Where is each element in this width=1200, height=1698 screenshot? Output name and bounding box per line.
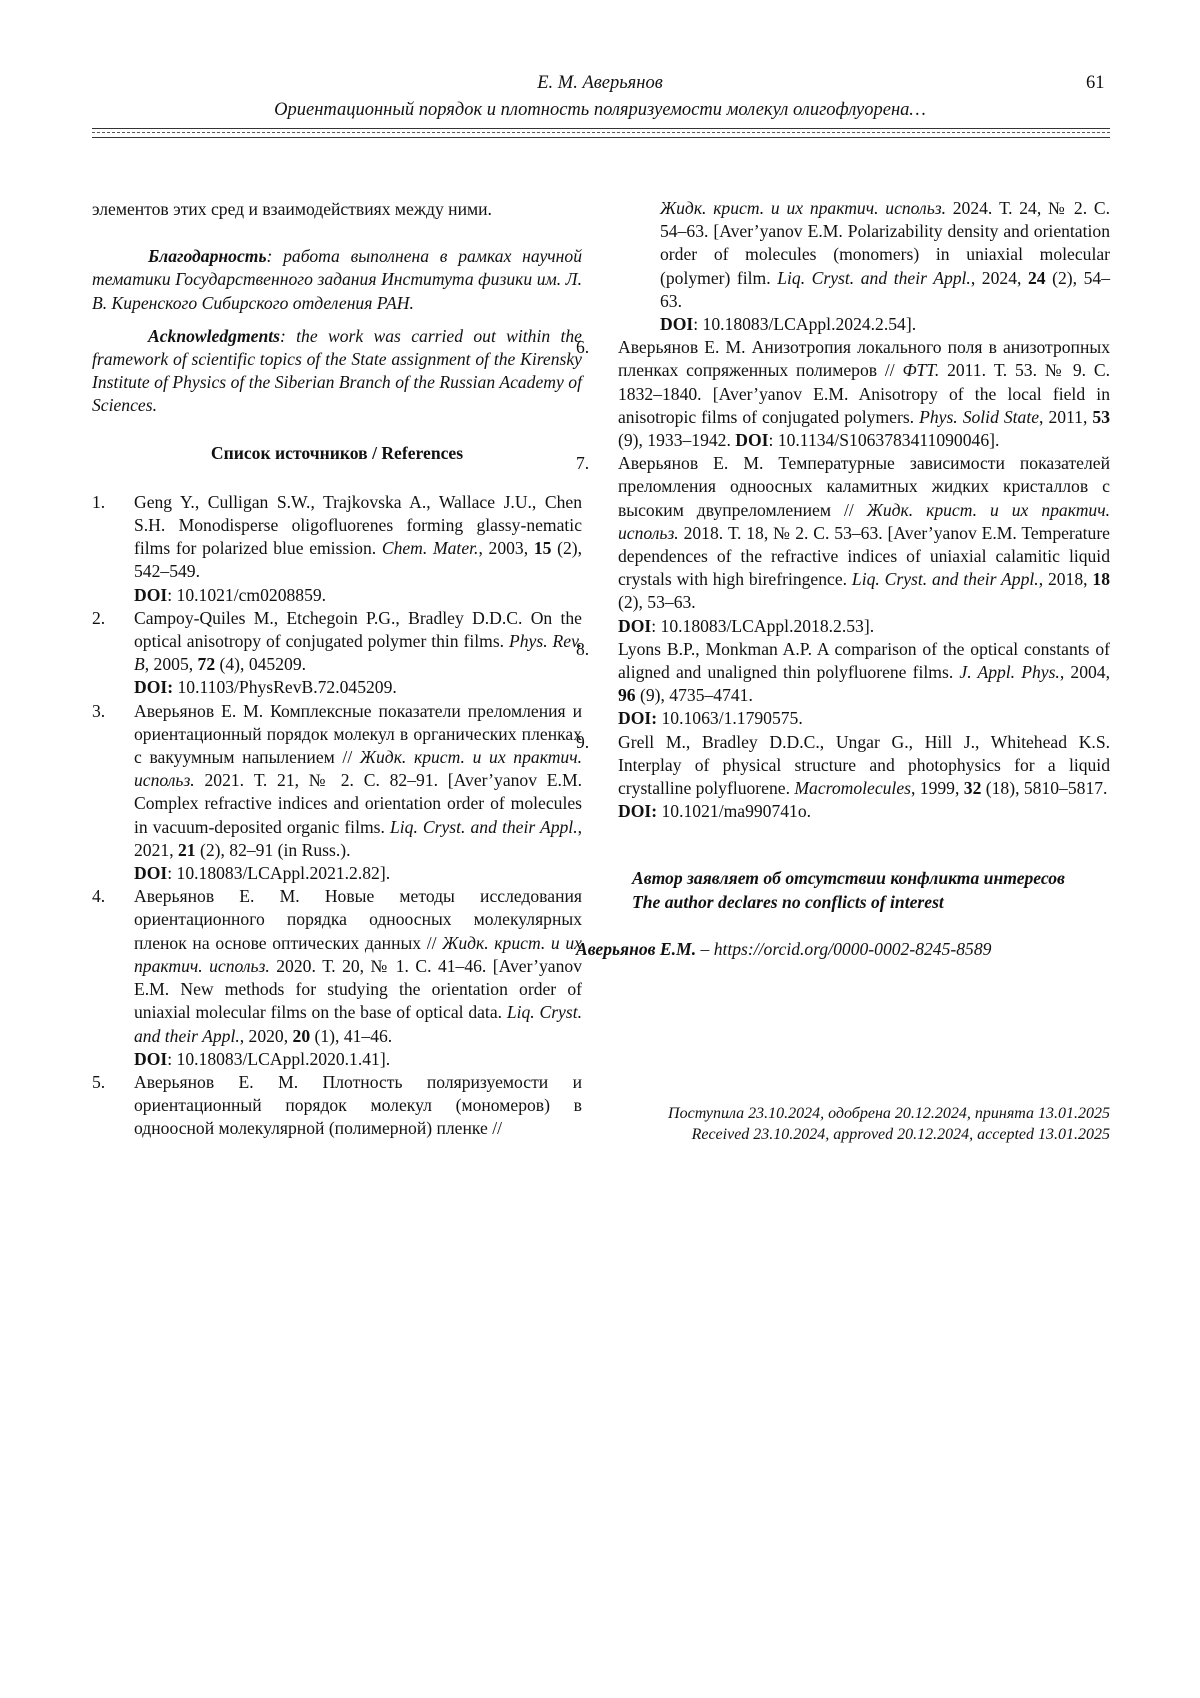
reference-text: Campoy-Quiles M., Etchegoin P.G., Bradley D.D.C. On the optical anisotropy of conjugated polymer thin films. Phys. Rev. B, 2005, 72 (4), 045209. DOI: 10.1103/PhysRevB.72.045209. — [134, 607, 582, 698]
reference-doi-label: DOI: — [618, 801, 658, 822]
running-header-author: Е. М. Аверьянов — [537, 73, 663, 93]
reference-volume: 53 — [1092, 406, 1110, 427]
reference-volume: 96 — [618, 685, 636, 706]
submission-dates — [618, 1103, 1110, 1145]
page-number: 61 — [1086, 73, 1105, 93]
reference-text: Geng Y., Culligan S.W., Trajkovska A., Wallace J.U., Chen S.H. Monodisperse oligofluorenes forming glassy-nematic films for polarized blue emission. Chem. Mater., 2003, 15 (2), 542–549. DOI: 10.1021/cm0208859. — [134, 491, 583, 605]
reference-doi: 10.1103/PhysRevB.72.045209. — [173, 677, 397, 698]
reference-ru-journal: Жидк. крист. и их практич. использ. — [660, 198, 946, 218]
reference-item — [92, 491, 582, 607]
reference-text: Аверьянов Е. М. Плотность поляризуемости и ориентационный порядок молекул (мономеров) в одноосной молекулярной (полимерной) пленке // — [134, 1071, 582, 1139]
reference-journal: Liq. Cryst. and their Appl. — [134, 1002, 582, 1046]
reference-doi-label: DOI — [660, 314, 694, 335]
reference-volume: 18 — [1092, 569, 1110, 590]
reference-item — [92, 1071, 582, 1141]
orcid-separator: – — [696, 938, 714, 959]
reference-journal: Liq. Cryst. and their Appl. — [389, 816, 578, 837]
reference-ru-journal: Жидк. крист. и их практич. использ. — [618, 499, 1111, 543]
reference-doi-label: DOI — [134, 584, 168, 605]
reference-doi-label: DOI — [134, 1048, 168, 1069]
reference-number: 9. — [576, 731, 590, 752]
orcid-author-name: Аверьянов Е.М. — [576, 938, 697, 959]
acknowledgment-ru-label: Благодарность — [148, 246, 267, 267]
reference-item — [576, 336, 1110, 452]
reference-text: Аверьянов Е. М. Комплексные показатели преломления и ориентационный порядок молекул в органических пленках с вакуумным напылением // Жидк. крист. и их практич. использ. 2021. Т. 21, № 2. С. 82–91. [Aver’yanov E.M. Complex refractive indices and orientation order of molecules in vacuum-deposited organic films. Liq. Cryst. and their Appl., 2021, 21 (2), 82–91 (in Russ.). DOI: 10.18083/LCAppl.2021.2.82]. — [134, 700, 582, 884]
reference-doi: : 10.18083/LCAppl.2020.1.41]. — [167, 1048, 391, 1069]
dates-en: Received 23.10.2024, approved 20.12.2024, accepted 13.01.2025 — [691, 1126, 1110, 1144]
running-header-title: Ориентационный порядок и плотность поляризуемости молекул олигофлуорена… — [274, 100, 926, 120]
reference-doi-label: DOI — [618, 615, 652, 636]
reference-volume: 21 — [177, 839, 196, 860]
acknowledgment-en-text: : the work was carried out within the framework of scientific topics of the State assignment of the Kirensky Institute of Physics of the Siberian Branch of the Russian Academy of Sciences. — [92, 325, 582, 416]
reference-number: 6. — [576, 337, 590, 358]
reference-item — [576, 638, 1110, 731]
reference-item — [92, 700, 582, 886]
reference-doi-label: DOI — [134, 863, 168, 884]
reference-journal: Phys. Solid State — [919, 406, 1040, 427]
reference-doi: : 10.18083/LCAppl.2018.2.53]. — [651, 615, 875, 636]
reference-number: 1. — [92, 491, 106, 512]
reference-volume: 72 — [197, 654, 216, 675]
acknowledgment-ru — [92, 245, 582, 315]
reference-journal: J. Appl. Phys. — [959, 662, 1060, 683]
reference-doi-label: DOI: — [618, 708, 658, 729]
conflict-statement-ru: Автор заявляет об отсутствии конфликта интересов — [632, 868, 1065, 889]
reference-volume: 32 — [963, 778, 982, 799]
reference-number: 5. — [92, 1071, 106, 1092]
reference-item-continuation — [618, 197, 1110, 336]
reference-ru-journal: Жидк. крист. и их практич. использ. — [134, 932, 582, 976]
reference-item — [576, 731, 1110, 824]
conflict-statement-en: The author declares no conflicts of interest — [632, 891, 944, 912]
reference-ru-journal: Жидк. крист. и их практич. использ. — [134, 747, 582, 791]
reference-doi: : 10.1134/S1063783411090046]. — [768, 430, 1000, 451]
reference-doi: : 10.18083/LCAppl.2021.2.82]. — [167, 863, 391, 884]
reference-number: 4. — [92, 886, 106, 907]
reference-journal: Macromolecules — [794, 778, 911, 799]
dates-ru: Поступила 23.10.2024, одобрена 20.12.2024, принята 13.01.2025 — [668, 1105, 1110, 1123]
reference-item — [92, 607, 582, 700]
reference-doi: : 10.18083/LCAppl.2024.2.54]. — [693, 314, 917, 335]
reference-text: Аверьянов Е. М. Анизотропия локального поля в анизотропных пленках сопряженных полимеров // ФТТ. 2011. Т. 53. № 9. С. 1832–1840. [Aver’yanov E.M. Anisotropy of the local field in anisotropic films of conjugated polymers. Phys. Solid State, 2011, 53 (9), 1933–1942. DOI: 10.1134/S1063783411090046]. — [618, 337, 1110, 451]
reference-text: Аверьянов Е. М. Температурные зависимости показателей преломления одноосных каламитных жидких кристаллов с высоким двупреломлением // Жидк. крист. и их практич. использ. 2018. Т. 18, № 2. С. 53–63. [Aver’yanov E.M. Temperature dependences of the refractive indices of uniaxial calamitic liquid crystals with high birefringence. Liq. Cryst. and their Appl., 2018, 18 (2), 53–63. DOI: 10.18083/LCAppl.2018.2.53]. — [618, 453, 1111, 636]
acknowledgment-en-label: Acknowledgments — [148, 325, 280, 346]
reference-item — [576, 452, 1110, 638]
right-column — [576, 197, 1111, 1145]
reference-doi: : 10.1021/cm0208859. — [167, 584, 327, 605]
reference-text: Lyons B.P., Monkman A.P. A comparison of the optical constants of aligned and unaligned thin polyfluorene films. J. Appl. Phys., 2004, 96 (9), 4735–4741. DOI: 10.1063/1.1790575. — [618, 638, 1110, 729]
acknowledgment-en — [92, 325, 582, 418]
reference-number: 8. — [576, 638, 590, 659]
reference-ru-journal: ФТТ. — [902, 360, 940, 381]
reference-doi: 10.1021/ma990741o. — [657, 801, 812, 822]
reference-number: 7. — [576, 453, 590, 474]
reference-doi-label: DOI — [735, 430, 769, 451]
acknowledgment-ru-text: : работа выполнена в рамках научной тематики Государственного задания Института физики им. Л. В. Киренского Сибирского отделения РАН. — [92, 246, 582, 313]
author-orcid — [576, 938, 1110, 961]
reference-text: Аверьянов Е. М. Новые методы исследования ориентационного порядка одноосных молекулярных пленок на основе оптических данных // Жидк. крист. и их практич. использ. 2020. Т. 20, № 1. С. 41–46. [Aver’yanov E.M. New methods for studying the orientation order of uniaxial molecular films on the base of optical data. Liq. Cryst. and their Appl., 2020, 20 (1), 41–46. DOI: 10.18083/LCAppl.2020.1.41]. — [134, 886, 582, 1069]
reference-volume: 20 — [292, 1025, 311, 1046]
reference-text: Жидк. крист. и их практич. использ. 2024. Т. 24, № 2. С. 54–63. [Aver’yanov E.M. Polarizability density and orientation order of molecules (monomers) in uniaxial molecular (polymer) film. Liq. Cryst. and their Appl., 2024, 24 (2), 54–63. DOI: 10.18083/LCAppl.2024.2.54]. — [660, 198, 1110, 335]
reference-doi: 10.1063/1.1790575. — [657, 708, 803, 729]
reference-doi-label: DOI: — [134, 677, 174, 698]
reference-text: Grell M., Bradley D.D.C., Ungar G., Hill J., Whitehead K.S. Interplay of physical structure and photophysics for a liquid crystalline polyfluorene. Macromolecules, 1999, 32 (18), 5810–5817. DOI: 10.1021/ma990741o. — [618, 731, 1110, 822]
conflict-statement — [576, 867, 1110, 913]
reference-journal: Chem. Mater. — [381, 538, 479, 559]
header-rule — [92, 128, 1110, 138]
reference-number: 2. — [92, 607, 106, 628]
orcid-link[interactable]: https://orcid.org/0000-0002-8245-8589 — [713, 938, 992, 959]
reference-item — [92, 885, 582, 1071]
left-column — [92, 198, 582, 1141]
intro-continuation: элементов этих сред и взаимодействиях между ними. — [92, 199, 492, 219]
reference-journal: Phys. Rev. B — [134, 631, 582, 675]
reference-volume: 24 — [1027, 267, 1046, 288]
reference-volume: 15 — [533, 538, 552, 559]
references-heading: Список источников / References — [210, 442, 464, 463]
reference-journal: Liq. Cryst. and their Appl. — [777, 267, 971, 288]
reference-journal: Liq. Cryst. and their Appl. — [851, 569, 1039, 590]
reference-number: 3. — [92, 700, 106, 721]
